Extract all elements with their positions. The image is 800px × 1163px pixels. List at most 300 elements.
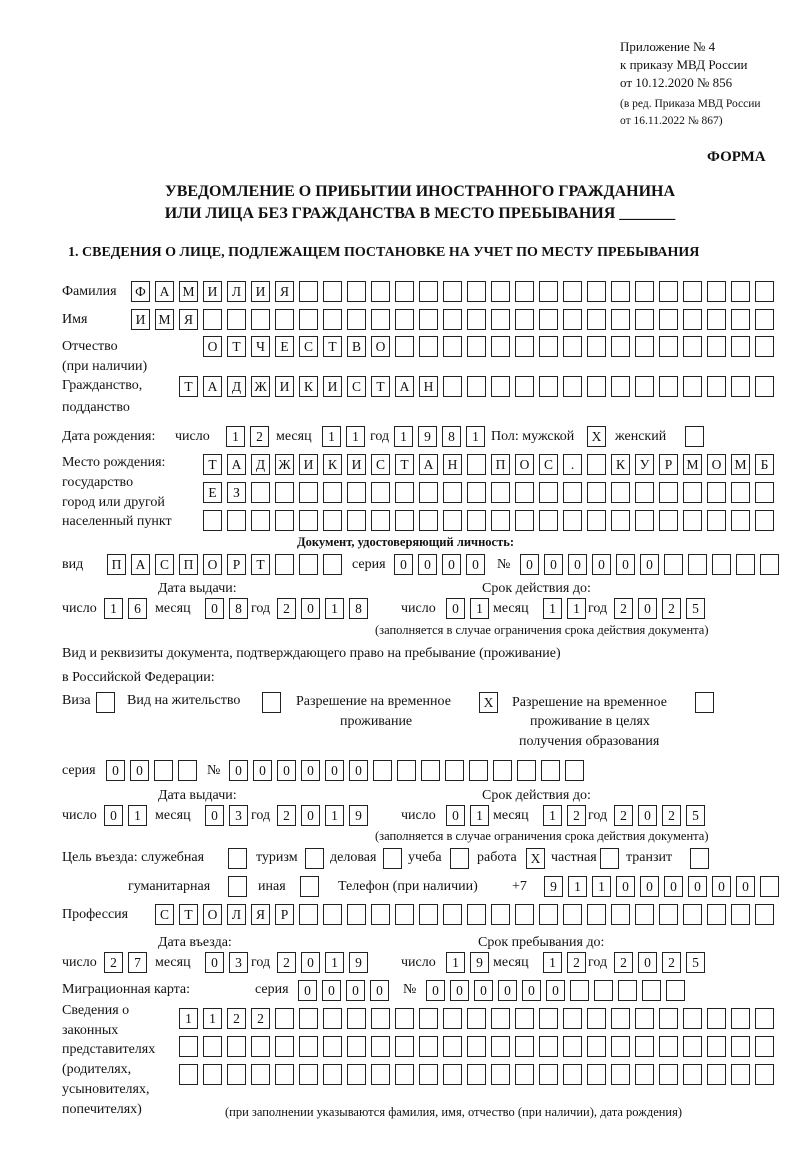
stay-valid-year-cell[interactable]: 2: [662, 805, 681, 826]
doc-kind-cell[interactable]: [299, 554, 318, 575]
birthplace-3-cell[interactable]: [395, 510, 414, 531]
birthplace-3-cell[interactable]: [683, 510, 702, 531]
patronymic-cell[interactable]: [419, 336, 438, 357]
reps-3-cell[interactable]: [179, 1064, 198, 1085]
profession-cell[interactable]: [731, 904, 750, 925]
doc-series-cell[interactable]: 0: [442, 554, 461, 575]
dob-day-cell[interactable]: 2: [250, 426, 269, 447]
surname-cell[interactable]: [563, 281, 582, 302]
doc-kind-cell[interactable]: [275, 554, 294, 575]
stay-number-cell[interactable]: [373, 760, 392, 781]
birthplace-2-cell[interactable]: Е: [203, 482, 222, 503]
reps-1-cell[interactable]: [515, 1008, 534, 1029]
profession-cell[interactable]: [635, 904, 654, 925]
patronymic-cell[interactable]: О: [371, 336, 390, 357]
reps-3-cell[interactable]: [587, 1064, 606, 1085]
citizenship-cell[interactable]: [707, 376, 726, 397]
doc-kind-cell[interactable]: О: [203, 554, 222, 575]
profession-cell[interactable]: [611, 904, 630, 925]
purpose-business-cell[interactable]: [383, 848, 402, 869]
birthplace-1-cell[interactable]: П: [491, 454, 510, 475]
birthplace-2-cell[interactable]: [659, 482, 678, 503]
name-cell[interactable]: [227, 309, 246, 330]
reps-1-cell[interactable]: [731, 1008, 750, 1029]
entry-month-cell[interactable]: 0: [205, 952, 224, 973]
birthplace-2-cell[interactable]: [563, 482, 582, 503]
reps-2-cell[interactable]: [587, 1036, 606, 1057]
doc-number-cell[interactable]: 0: [592, 554, 611, 575]
reps-2-cell[interactable]: [371, 1036, 390, 1057]
patronymic-cell[interactable]: [587, 336, 606, 357]
name-cell[interactable]: [683, 309, 702, 330]
doc-kind-cell[interactable]: П: [107, 554, 126, 575]
stay-valid-month-cell[interactable]: 1: [543, 805, 562, 826]
birthplace-2-cell[interactable]: [323, 482, 342, 503]
profession-cell[interactable]: [395, 904, 414, 925]
doc-issue-day-cell[interactable]: 6: [128, 598, 147, 619]
patronymic-cell[interactable]: Т: [227, 336, 246, 357]
name-cell[interactable]: [659, 309, 678, 330]
patronymic-cell[interactable]: [443, 336, 462, 357]
birthplace-3-cell[interactable]: [635, 510, 654, 531]
name-cell[interactable]: [443, 309, 462, 330]
birthplace-3-cell[interactable]: [467, 510, 486, 531]
reps-3-cell[interactable]: [563, 1064, 582, 1085]
patronymic-cell[interactable]: [635, 336, 654, 357]
citizenship-cell[interactable]: К: [299, 376, 318, 397]
doc-issue-month-cell[interactable]: 0: [205, 598, 224, 619]
citizenship-cell[interactable]: [755, 376, 774, 397]
birthplace-1-cell[interactable]: А: [419, 454, 438, 475]
dob-year-cell[interactable]: 8: [442, 426, 461, 447]
citizenship-cell[interactable]: [563, 376, 582, 397]
citizenship-cell[interactable]: А: [395, 376, 414, 397]
stay-until-day-cell[interactable]: 9: [470, 952, 489, 973]
reps-2-cell[interactable]: [491, 1036, 510, 1057]
name-cell[interactable]: [323, 309, 342, 330]
doc-kind-cell[interactable]: Р: [227, 554, 246, 575]
profession-cell[interactable]: [443, 904, 462, 925]
birthplace-1-cell[interactable]: О: [707, 454, 726, 475]
reps-1-cell[interactable]: [419, 1008, 438, 1029]
citizenship-cell[interactable]: Т: [179, 376, 198, 397]
reps-2-cell[interactable]: [467, 1036, 486, 1057]
reps-1-cell[interactable]: [707, 1008, 726, 1029]
stay-number-cell[interactable]: 0: [229, 760, 248, 781]
birthplace-1-cell[interactable]: [587, 454, 606, 475]
dob-month-cell[interactable]: 1: [322, 426, 341, 447]
profession-cell[interactable]: Р: [275, 904, 294, 925]
phone-cell[interactable]: 9: [544, 876, 563, 897]
surname-cell[interactable]: [395, 281, 414, 302]
doc-number-cell[interactable]: 0: [544, 554, 563, 575]
dob-year-cell[interactable]: 9: [418, 426, 437, 447]
reps-3-cell[interactable]: [227, 1064, 246, 1085]
doc-issue-day-cell[interactable]: 1: [104, 598, 123, 619]
doc-issue-year-cell[interactable]: 0: [301, 598, 320, 619]
doc-valid-year-cell[interactable]: 2: [662, 598, 681, 619]
name-cell[interactable]: [539, 309, 558, 330]
profession-cell[interactable]: Я: [251, 904, 270, 925]
stay-valid-year-cell[interactable]: 5: [686, 805, 705, 826]
citizenship-cell[interactable]: [539, 376, 558, 397]
reps-2-cell[interactable]: [539, 1036, 558, 1057]
doc-valid-month-cell[interactable]: 1: [567, 598, 586, 619]
stay-number-cell[interactable]: 0: [325, 760, 344, 781]
reps-2-cell[interactable]: [395, 1036, 414, 1057]
profession-cell[interactable]: [563, 904, 582, 925]
stay-issue-year-cell[interactable]: 2: [277, 805, 296, 826]
birthplace-2-cell[interactable]: [611, 482, 630, 503]
doc-number-cell[interactable]: [688, 554, 707, 575]
stay-issue-month-cell[interactable]: 0: [205, 805, 224, 826]
entry-day-cell[interactable]: 7: [128, 952, 147, 973]
birthplace-1-cell[interactable]: К: [323, 454, 342, 475]
reps-3-cell[interactable]: [251, 1064, 270, 1085]
stay-number-cell[interactable]: 0: [301, 760, 320, 781]
profession-cell[interactable]: Т: [179, 904, 198, 925]
birthplace-2-cell[interactable]: [635, 482, 654, 503]
profession-cell[interactable]: [755, 904, 774, 925]
stay-issue-year-cell[interactable]: 0: [301, 805, 320, 826]
doc-number-cell[interactable]: 0: [640, 554, 659, 575]
surname-cell[interactable]: [755, 281, 774, 302]
sex-female-cell[interactable]: [685, 426, 704, 447]
patronymic-cell[interactable]: [539, 336, 558, 357]
birthplace-1-cell[interactable]: И: [347, 454, 366, 475]
citizenship-cell[interactable]: [611, 376, 630, 397]
birthplace-3-cell[interactable]: [491, 510, 510, 531]
birthplace-3-cell[interactable]: [203, 510, 222, 531]
reps-1-cell[interactable]: [611, 1008, 630, 1029]
citizenship-cell[interactable]: [443, 376, 462, 397]
birthplace-2-cell[interactable]: [539, 482, 558, 503]
birthplace-2-cell[interactable]: [683, 482, 702, 503]
reps-1-cell[interactable]: 2: [251, 1008, 270, 1029]
profession-cell[interactable]: [419, 904, 438, 925]
surname-cell[interactable]: [491, 281, 510, 302]
birthplace-3-cell[interactable]: [323, 510, 342, 531]
purpose-tourism-cell[interactable]: [305, 848, 324, 869]
surname-cell[interactable]: [683, 281, 702, 302]
reps-3-cell[interactable]: [755, 1064, 774, 1085]
stay-series-cell[interactable]: [178, 760, 197, 781]
phone-cell[interactable]: 0: [736, 876, 755, 897]
surname-cell[interactable]: [515, 281, 534, 302]
surname-cell[interactable]: [635, 281, 654, 302]
birthplace-2-cell[interactable]: [251, 482, 270, 503]
surname-cell[interactable]: [587, 281, 606, 302]
phone-cell[interactable]: 0: [712, 876, 731, 897]
profession-cell[interactable]: [515, 904, 534, 925]
surname-cell[interactable]: А: [155, 281, 174, 302]
reps-3-cell[interactable]: [611, 1064, 630, 1085]
reps-2-cell[interactable]: [323, 1036, 342, 1057]
reps-2-cell[interactable]: [251, 1036, 270, 1057]
mc-number-cell[interactable]: 0: [498, 980, 517, 1001]
patronymic-cell[interactable]: [683, 336, 702, 357]
mc-number-cell[interactable]: [642, 980, 661, 1001]
phone-cell[interactable]: 1: [592, 876, 611, 897]
reps-2-cell[interactable]: [731, 1036, 750, 1057]
citizenship-cell[interactable]: И: [323, 376, 342, 397]
doc-number-cell[interactable]: [664, 554, 683, 575]
temp-residence-cell[interactable]: X: [479, 692, 498, 713]
birthplace-1-cell[interactable]: Б: [755, 454, 774, 475]
reps-3-cell[interactable]: [395, 1064, 414, 1085]
reps-2-cell[interactable]: [707, 1036, 726, 1057]
birthplace-3-cell[interactable]: [299, 510, 318, 531]
birthplace-2-cell[interactable]: [491, 482, 510, 503]
stay-valid-day-cell[interactable]: 1: [470, 805, 489, 826]
surname-cell[interactable]: [299, 281, 318, 302]
birthplace-1-cell[interactable]: А: [227, 454, 246, 475]
doc-number-cell[interactable]: [760, 554, 779, 575]
birthplace-1-cell[interactable]: С: [539, 454, 558, 475]
doc-valid-year-cell[interactable]: 0: [638, 598, 657, 619]
birthplace-1-cell[interactable]: Т: [395, 454, 414, 475]
citizenship-cell[interactable]: Н: [419, 376, 438, 397]
stay-until-year-cell[interactable]: 2: [662, 952, 681, 973]
stay-until-month-cell[interactable]: 1: [543, 952, 562, 973]
entry-month-cell[interactable]: 3: [229, 952, 248, 973]
reps-3-cell[interactable]: [323, 1064, 342, 1085]
citizenship-cell[interactable]: [731, 376, 750, 397]
mc-number-cell[interactable]: [570, 980, 589, 1001]
doc-kind-cell[interactable]: [323, 554, 342, 575]
reps-1-cell[interactable]: [395, 1008, 414, 1029]
reps-1-cell[interactable]: [371, 1008, 390, 1029]
surname-cell[interactable]: [419, 281, 438, 302]
reps-1-cell[interactable]: [587, 1008, 606, 1029]
surname-cell[interactable]: Л: [227, 281, 246, 302]
birthplace-3-cell[interactable]: [275, 510, 294, 531]
stay-number-cell[interactable]: 0: [253, 760, 272, 781]
birthplace-3-cell[interactable]: [251, 510, 270, 531]
dob-year-cell[interactable]: 1: [466, 426, 485, 447]
dob-year-cell[interactable]: 1: [394, 426, 413, 447]
surname-cell[interactable]: [371, 281, 390, 302]
surname-cell[interactable]: [611, 281, 630, 302]
birthplace-2-cell[interactable]: [443, 482, 462, 503]
birthplace-1-cell[interactable]: Ж: [275, 454, 294, 475]
name-cell[interactable]: И: [131, 309, 150, 330]
citizenship-cell[interactable]: Ж: [251, 376, 270, 397]
patronymic-cell[interactable]: [611, 336, 630, 357]
profession-cell[interactable]: [683, 904, 702, 925]
reps-3-cell[interactable]: [347, 1064, 366, 1085]
doc-kind-cell[interactable]: А: [131, 554, 150, 575]
reps-1-cell[interactable]: 1: [179, 1008, 198, 1029]
doc-issue-year-cell[interactable]: 1: [325, 598, 344, 619]
patronymic-cell[interactable]: [395, 336, 414, 357]
birthplace-3-cell[interactable]: [563, 510, 582, 531]
stay-series-cell[interactable]: [154, 760, 173, 781]
surname-cell[interactable]: [731, 281, 750, 302]
reps-2-cell[interactable]: [683, 1036, 702, 1057]
reps-2-cell[interactable]: [563, 1036, 582, 1057]
reps-2-cell[interactable]: [203, 1036, 222, 1057]
reps-3-cell[interactable]: [275, 1064, 294, 1085]
stay-until-day-cell[interactable]: 1: [446, 952, 465, 973]
birthplace-2-cell[interactable]: [275, 482, 294, 503]
birthplace-3-cell[interactable]: [731, 510, 750, 531]
birthplace-3-cell[interactable]: [515, 510, 534, 531]
stay-until-year-cell[interactable]: 5: [686, 952, 705, 973]
name-cell[interactable]: [395, 309, 414, 330]
name-cell[interactable]: [587, 309, 606, 330]
surname-cell[interactable]: [467, 281, 486, 302]
name-cell[interactable]: [515, 309, 534, 330]
doc-valid-month-cell[interactable]: 1: [543, 598, 562, 619]
reps-1-cell[interactable]: [755, 1008, 774, 1029]
doc-kind-cell[interactable]: П: [179, 554, 198, 575]
reps-3-cell[interactable]: [467, 1064, 486, 1085]
stay-issue-day-cell[interactable]: 0: [104, 805, 123, 826]
reps-3-cell[interactable]: [443, 1064, 462, 1085]
birthplace-3-cell[interactable]: [611, 510, 630, 531]
surname-cell[interactable]: [659, 281, 678, 302]
name-cell[interactable]: [203, 309, 222, 330]
entry-year-cell[interactable]: 0: [301, 952, 320, 973]
profession-cell[interactable]: [491, 904, 510, 925]
reps-2-cell[interactable]: [515, 1036, 534, 1057]
stay-number-cell[interactable]: [493, 760, 512, 781]
birthplace-1-cell[interactable]: .: [563, 454, 582, 475]
reps-2-cell[interactable]: [755, 1036, 774, 1057]
doc-valid-year-cell[interactable]: 2: [614, 598, 633, 619]
patronymic-cell[interactable]: [491, 336, 510, 357]
profession-cell[interactable]: [299, 904, 318, 925]
patronymic-cell[interactable]: [755, 336, 774, 357]
reps-1-cell[interactable]: [299, 1008, 318, 1029]
doc-valid-day-cell[interactable]: 0: [446, 598, 465, 619]
name-cell[interactable]: [731, 309, 750, 330]
sex-male-cell[interactable]: X: [587, 426, 606, 447]
birthplace-3-cell[interactable]: [227, 510, 246, 531]
stay-number-cell[interactable]: [445, 760, 464, 781]
birthplace-1-cell[interactable]: У: [635, 454, 654, 475]
birthplace-2-cell[interactable]: [755, 482, 774, 503]
doc-number-cell[interactable]: 0: [520, 554, 539, 575]
name-cell[interactable]: [275, 309, 294, 330]
reps-1-cell[interactable]: [635, 1008, 654, 1029]
doc-number-cell[interactable]: 0: [568, 554, 587, 575]
birthplace-3-cell[interactable]: [419, 510, 438, 531]
citizenship-cell[interactable]: И: [275, 376, 294, 397]
stay-series-cell[interactable]: 0: [130, 760, 149, 781]
purpose-transit-cell[interactable]: [690, 848, 709, 869]
citizenship-cell[interactable]: [635, 376, 654, 397]
surname-cell[interactable]: [539, 281, 558, 302]
birthplace-2-cell[interactable]: [707, 482, 726, 503]
name-cell[interactable]: [563, 309, 582, 330]
birthplace-2-cell[interactable]: [347, 482, 366, 503]
profession-cell[interactable]: О: [203, 904, 222, 925]
mc-number-cell[interactable]: [594, 980, 613, 1001]
phone-cell[interactable]: 0: [664, 876, 683, 897]
patronymic-cell[interactable]: [659, 336, 678, 357]
citizenship-cell[interactable]: Т: [371, 376, 390, 397]
citizenship-cell[interactable]: Д: [227, 376, 246, 397]
stay-number-cell[interactable]: 0: [349, 760, 368, 781]
doc-valid-year-cell[interactable]: 5: [686, 598, 705, 619]
birthplace-1-cell[interactable]: М: [683, 454, 702, 475]
birthplace-1-cell[interactable]: Д: [251, 454, 270, 475]
patronymic-cell[interactable]: [731, 336, 750, 357]
birthplace-3-cell[interactable]: [755, 510, 774, 531]
birthplace-1-cell[interactable]: И: [299, 454, 318, 475]
reps-1-cell[interactable]: [275, 1008, 294, 1029]
residence-permit-cell[interactable]: [262, 692, 281, 713]
birthplace-1-cell[interactable]: К: [611, 454, 630, 475]
reps-1-cell[interactable]: [539, 1008, 558, 1029]
surname-cell[interactable]: Ф: [131, 281, 150, 302]
surname-cell[interactable]: М: [179, 281, 198, 302]
name-cell[interactable]: [299, 309, 318, 330]
reps-2-cell[interactable]: [659, 1036, 678, 1057]
mc-number-cell[interactable]: 0: [450, 980, 469, 1001]
reps-3-cell[interactable]: [659, 1064, 678, 1085]
reps-1-cell[interactable]: 2: [227, 1008, 246, 1029]
birthplace-2-cell[interactable]: [587, 482, 606, 503]
profession-cell[interactable]: [371, 904, 390, 925]
reps-3-cell[interactable]: [299, 1064, 318, 1085]
reps-1-cell[interactable]: [467, 1008, 486, 1029]
reps-3-cell[interactable]: [515, 1064, 534, 1085]
doc-series-cell[interactable]: 0: [394, 554, 413, 575]
birthplace-2-cell[interactable]: [299, 482, 318, 503]
stay-until-year-cell[interactable]: 2: [614, 952, 633, 973]
reps-2-cell[interactable]: [611, 1036, 630, 1057]
profession-cell[interactable]: [587, 904, 606, 925]
surname-cell[interactable]: И: [203, 281, 222, 302]
birthplace-1-cell[interactable]: [467, 454, 486, 475]
surname-cell[interactable]: [707, 281, 726, 302]
doc-number-cell[interactable]: [736, 554, 755, 575]
mc-number-cell[interactable]: 0: [426, 980, 445, 1001]
birthplace-3-cell[interactable]: [539, 510, 558, 531]
phone-cell[interactable]: 1: [568, 876, 587, 897]
patronymic-cell[interactable]: В: [347, 336, 366, 357]
citizenship-cell[interactable]: [491, 376, 510, 397]
phone-cell[interactable]: 0: [616, 876, 635, 897]
patronymic-cell[interactable]: [707, 336, 726, 357]
birthplace-1-cell[interactable]: Н: [443, 454, 462, 475]
reps-3-cell[interactable]: [707, 1064, 726, 1085]
citizenship-cell[interactable]: [467, 376, 486, 397]
profession-cell[interactable]: [539, 904, 558, 925]
patronymic-cell[interactable]: [563, 336, 582, 357]
surname-cell[interactable]: [443, 281, 462, 302]
stay-series-cell[interactable]: 0: [106, 760, 125, 781]
mc-series-cell[interactable]: 0: [322, 980, 341, 1001]
name-cell[interactable]: [371, 309, 390, 330]
profession-cell[interactable]: [659, 904, 678, 925]
doc-number-cell[interactable]: [712, 554, 731, 575]
name-cell[interactable]: [491, 309, 510, 330]
patronymic-cell[interactable]: О: [203, 336, 222, 357]
doc-kind-cell[interactable]: Т: [251, 554, 270, 575]
entry-year-cell[interactable]: 9: [349, 952, 368, 973]
reps-2-cell[interactable]: [299, 1036, 318, 1057]
visa-cell[interactable]: [96, 692, 115, 713]
reps-3-cell[interactable]: [491, 1064, 510, 1085]
doc-series-cell[interactable]: 0: [418, 554, 437, 575]
stay-until-month-cell[interactable]: 2: [567, 952, 586, 973]
reps-1-cell[interactable]: 1: [203, 1008, 222, 1029]
stay-number-cell[interactable]: [541, 760, 560, 781]
